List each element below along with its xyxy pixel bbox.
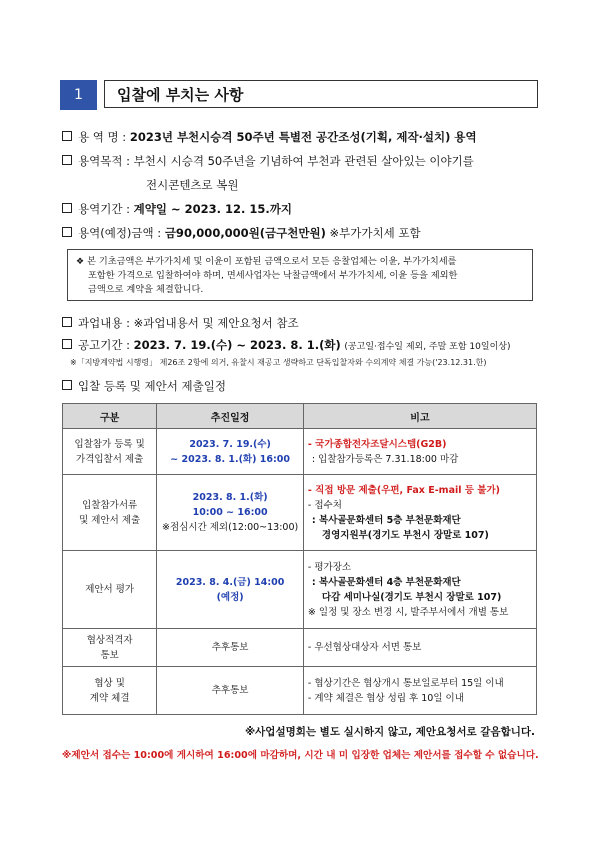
checkbox-square-icon xyxy=(62,155,72,165)
checkbox-square-icon xyxy=(62,203,72,213)
re-announce-footnote: ※「지방계약법 시행령」 제26조 2항에 의거, 유찰시 재공고 생략하고 단독입찰자와 수의계약 체결 가능('23.12.31.한) xyxy=(70,358,487,367)
item-task: 과업내용 : ※과업내용서 및 제안요청서 참조 xyxy=(62,315,299,331)
checkbox-square-icon xyxy=(62,380,72,390)
header-category: 구분 xyxy=(63,404,157,429)
item-service-name: 용 역 명 : 2023년 부천시승격 50주년 특별전 공간조성(기획, 제작·설치) 용역 xyxy=(62,129,477,145)
table-header-row xyxy=(63,404,537,429)
footer-note-briefing: ※사업설명회는 별도 실시하지 않고, 제안요청서로 갈음합니다. xyxy=(244,726,535,738)
item-announce-period: 공고기간 : 2023. 7. 19.(수) ~ 2023. 8. 1.(화) (공고일·접수일 제외, 주말 포함 10일이상) xyxy=(62,337,510,355)
section-number: 1 xyxy=(60,80,97,110)
section-title: 입찰에 부치는 사항 xyxy=(104,80,538,108)
vat-notice-box: ❖ 본 기초금액은 부가가치세 및 이윤이 포함된 금액으로서 모든 응찰업체는 이윤, 부가가치세를 포함한 가격으로 입찰하여야 하며, 면세사업자는 낙찰금액에서 부가가치세, 이윤 등을 제외한 금액으로 계약을 체결합니다. xyxy=(67,249,533,301)
item-service-purpose: 용역목적 : 부천시 시승격 50주년을 기념하여 부천과 관련된 살아있는 이야기를 xyxy=(62,153,474,169)
item-service-purpose-cont: 전시콘텐츠로 복원 xyxy=(146,178,239,192)
table-row: 입찰참가 등록 및 가격입찰서 제출 2023. 7. 19.(수) ~ 2023. 8. 1.(화) 16:00 - 국가종합전자조달시스템(G2B) : 입찰참가등록은 7.31.18:00 마감 xyxy=(63,429,537,475)
checkbox-square-icon xyxy=(62,227,72,237)
header-remarks: 비고 xyxy=(303,404,536,429)
section-header xyxy=(60,80,540,110)
header-schedule: 추진일정 xyxy=(157,404,304,429)
checkbox-square-icon xyxy=(62,339,72,349)
footer-note-deadline: ※제안서 접수는 10:00에 게시하여 16:00에 마감하며, 시간 내 미 입장한 업체는 제안서를 접수할 수 없습니다. xyxy=(62,750,539,761)
item-service-amount: 용역(예정)금액 : 금90,000,000원(금구천만원) ※부가가치세 포함 xyxy=(62,225,421,241)
checkbox-square-icon xyxy=(62,317,72,327)
table-row: 협상적격자 통보 추후통보 - 우선협상대상자 서면 통보 xyxy=(63,629,537,667)
item-service-period: 용역기간 : 계약일 ~ 2023. 12. 15.까지 xyxy=(62,201,292,217)
table-row: 제안서 평가 2023. 8. 4.(금) 14:00 (예정) - 평가장소 : 복사골문화센터 4층 부천문화재단 다감 세미나실(경기도 부천시 장말로 107) ※ 일정 및 장소 변경 시, 발주부서에서 개별 통보 xyxy=(63,551,537,629)
schedule-table xyxy=(62,403,537,715)
schedule-heading: 입찰 등록 및 제안서 제출일정 xyxy=(62,378,226,394)
checkbox-square-icon xyxy=(62,131,72,141)
diamond-icon: ❖ xyxy=(76,257,85,267)
table-row: 협상 및 계약 체결 추후통보 - 협상기간은 협상개시 통보일로부터 15일 이내 - 계약 체결은 협상 성립 후 10일 이내 xyxy=(63,667,537,715)
table-row: 입찰참가서류 및 제안서 제출 2023. 8. 1.(화) 10:00 ~ 16:00 ※점심시간 제외(12:00~13:00) - 직접 방문 제출(우편, Fax E-mail 등 불가) - 접수처 : 복사골문화센터 5층 부천문화재단 경영지원부(경기도 부천시 장말로 107) xyxy=(63,475,537,551)
